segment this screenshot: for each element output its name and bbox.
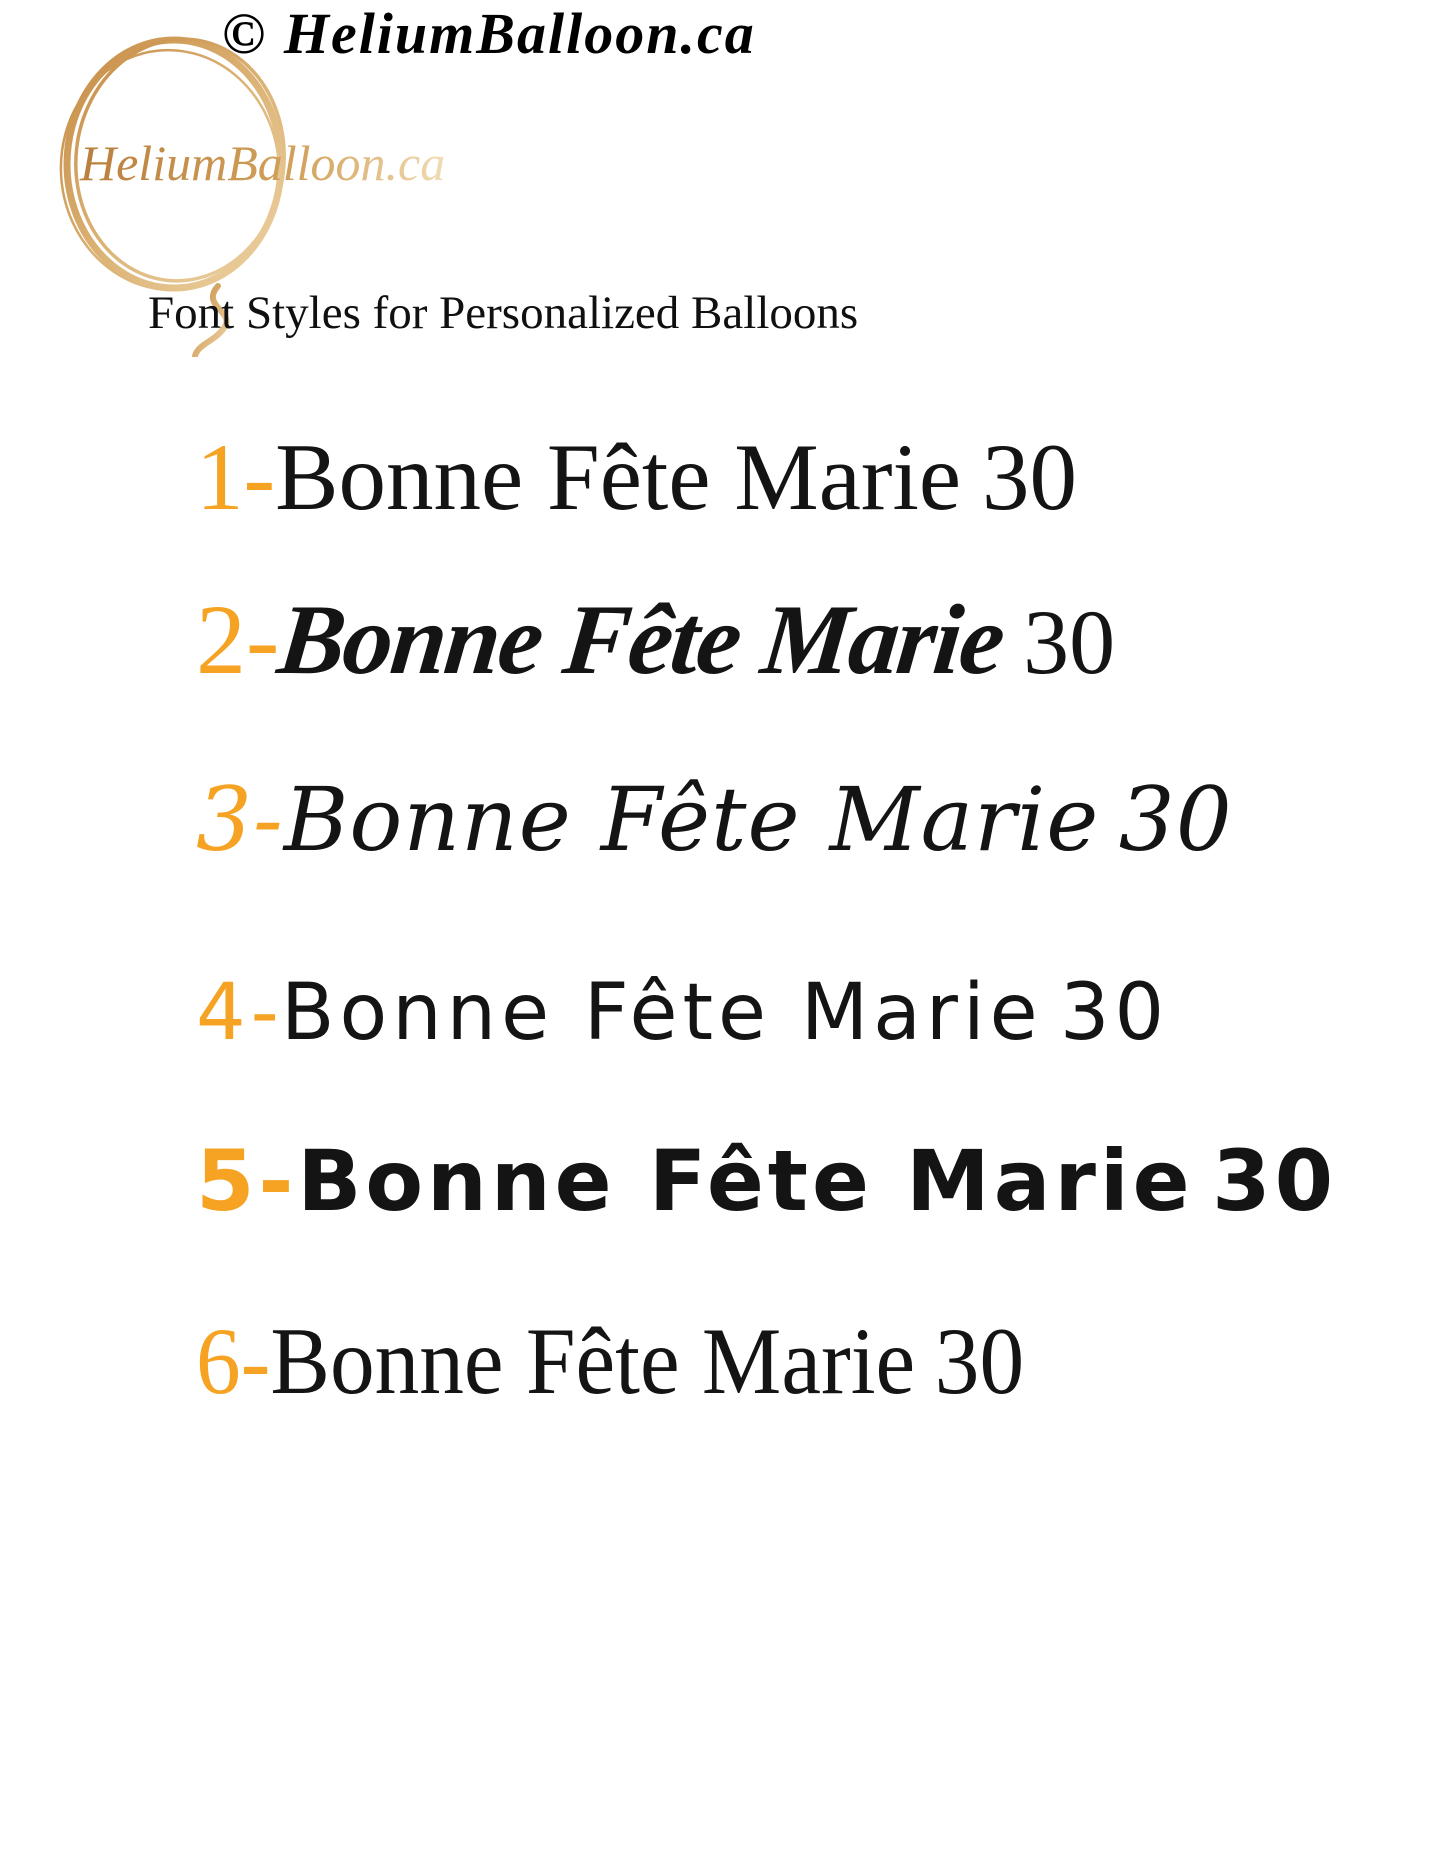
sample-number: 5-	[196, 1132, 298, 1230]
font-sample-2	[196, 582, 1115, 697]
sample-number-suffix: 30	[981, 424, 1077, 530]
copyright-title: © HeliumBalloon.ca	[222, 1, 756, 66]
logo-text: HeliumBalloon.ca	[80, 135, 446, 191]
sample-number-suffix: 30	[934, 1308, 1025, 1414]
sample-text: Bonne Fête Marie	[281, 968, 1043, 1058]
font-sample-1	[196, 422, 1077, 532]
sample-number-suffix: 30	[1023, 591, 1116, 693]
sample-number-suffix: 30	[1059, 968, 1170, 1058]
sample-number: 6-	[196, 1308, 271, 1414]
font-sample-3	[196, 768, 1233, 871]
sample-number: 3-	[196, 768, 284, 871]
font-sample-6	[196, 1306, 1077, 1416]
sample-text: Bonne Fête Marie	[297, 1132, 1194, 1230]
sample-number: 1-	[196, 424, 276, 530]
sample-number-suffix: 30	[1212, 1132, 1338, 1230]
sample-text: Bonne Fête Marie	[270, 1308, 916, 1414]
sample-number-suffix: 30	[1118, 768, 1233, 871]
font-sample-5	[196, 1132, 1337, 1230]
sample-number: 2-	[196, 584, 280, 695]
font-sample-4	[196, 968, 1169, 1058]
sample-text: Bonne Fête Marie	[275, 424, 962, 530]
sample-text: Bonne Fête Marie	[273, 584, 1009, 695]
sample-number: 4-	[196, 968, 281, 1058]
sample-text: Bonne Fête Marie	[283, 768, 1100, 871]
page-heading: Font Styles for Personalized Balloons	[148, 287, 859, 339]
